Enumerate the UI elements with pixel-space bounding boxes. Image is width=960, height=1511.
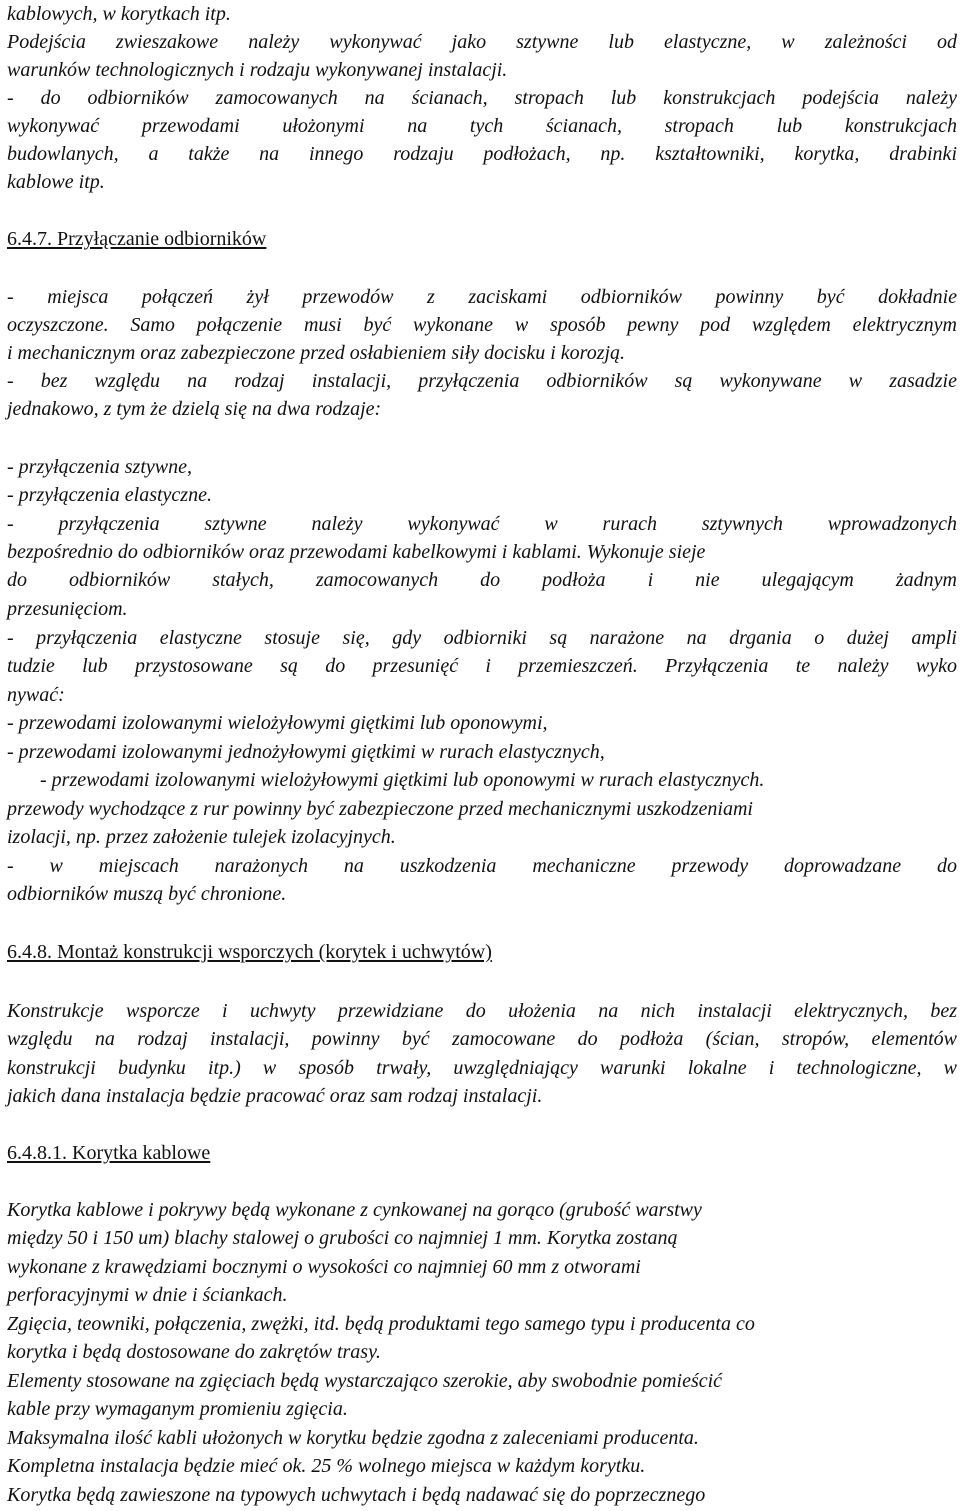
- text-line: jakich dana instalacja będzie pracować oraz sam rodzaj instalacji.: [7, 1085, 543, 1107]
- text-line: - przyłączenia sztywne,: [7, 456, 192, 478]
- text-line: - przewodami izolowanymi jednożyłowymi giętkimi w rurach elastycznych,: [7, 741, 605, 763]
- text-line: budowlanych, a także na innego rodzaju podłożach, np. kształtowniki, korytka, drabinki: [7, 143, 957, 165]
- text-line: - bez względu na rodzaj instalacji, przyłączenia odbiorników są wykonywane w zasadzie: [7, 370, 957, 392]
- text-line: jednakowo, z tym że dzielą się na dwa rodzaje:: [7, 398, 382, 420]
- text-line: Elementy stosowane na zgięciach będą wystarczająco szerokie, aby swobodnie pomieścić: [7, 1370, 723, 1392]
- text-line: nywać:: [7, 684, 65, 706]
- text-line: między 50 i 150 um) blachy stalowej o grubości co najmniej 1 mm. Korytka zostaną: [7, 1227, 678, 1249]
- text-line: do odbiorników stałych, zamocowanych do podłoża i nie ulegającym żadnym: [7, 569, 957, 591]
- text-line: kable przy wymaganym promieniu zgięcia.: [7, 1398, 348, 1420]
- text-line: Konstrukcje wsporcze i uchwyty przewidziane do ułożenia na nich instalacji elektrycznych, bez: [7, 1000, 957, 1022]
- text-line: przewody wychodzące z rur powinny być zabezpieczone przed mechanicznymi uszkodzeniami: [7, 798, 753, 820]
- text-line: izolacji, np. przez założenie tulejek izolacyjnych.: [7, 826, 396, 848]
- text-line: perforacyjnymi w dnie i ściankach.: [7, 1284, 288, 1306]
- text-line: kablowych, w korytkach itp.: [7, 3, 231, 25]
- text-line: Kompletna instalacja będzie mieć ok. 25 % wolnego miejsca w każdym korytku.: [7, 1455, 646, 1477]
- text-line: kablowe itp.: [7, 171, 105, 193]
- text-line: Zgięcia, teowniki, połączenia, zwężki, itd. będą produktami tego samego typu i producenta co: [7, 1313, 755, 1335]
- text-line: - przyłączenia elastyczne.: [7, 484, 212, 506]
- text-line: - do odbiorników zamocowanych na ścianach, stropach lub konstrukcjach podejścia należy: [7, 87, 957, 109]
- text-line: względu na rodzaj instalacji, powinny być zamocowane do podłoża (ścian, stropów, elementów: [7, 1028, 957, 1050]
- text-line: Podejścia zwieszakowe należy wykonywać jako sztywne lub elastyczne, w zależności od: [7, 31, 957, 53]
- text-line: - przyłączenia elastyczne stosuje się, gdy odbiorniki są narażone na drgania o dużej ampli: [7, 627, 957, 649]
- text-line: wykonane z krawędziami bocznymi o wysokości co najmniej 60 mm z otworami: [7, 1256, 641, 1278]
- section-heading: 6.4.7. Przyłączanie odbiorników: [7, 228, 267, 250]
- text-line: wykonywać przewodami ułożonymi na tych ścianach, stropach lub konstrukcjach: [7, 115, 957, 137]
- text-line: - miejsca połączeń żył przewodów z zaciskami odbiorników powinny być dokładnie: [7, 286, 957, 308]
- text-line: odbiorników muszą być chronione.: [7, 883, 287, 905]
- text-line: konstrukcji budynku itp.) w sposób trwały, uwzględniający warunki lokalne i technologiczne, w: [7, 1057, 957, 1079]
- text-line: - w miejscach narażonych na uszkodzenia mechaniczne przewody doprowadzane do: [7, 855, 957, 877]
- text-line: - przyłączenia sztywne należy wykonywać w rurach sztywnych wprowadzonych: [7, 513, 957, 535]
- text-line: korytka i będą dostosowane do zakrętów trasy.: [7, 1341, 381, 1363]
- text-line: i mechanicznym oraz zabezpieczone przed osłabieniem siły docisku i korozją.: [7, 342, 626, 364]
- text-line: tudzie lub przystosowane są do przesunięć i przemieszczeń. Przyłączenia te należy wyko: [7, 655, 957, 677]
- text-line: oczyszczone. Samo połączenie musi być wykonane w sposób pewny pod względem elektrycznym: [7, 314, 957, 336]
- text-line: Korytka będą zawieszone na typowych uchwytach i będą nadawać się do poprzecznego: [7, 1484, 706, 1506]
- text-line: bezpośrednio do odbiorników oraz przewodami kabelkowymi i kablami. Wykonuje sieje: [7, 541, 706, 563]
- text-line: Korytka kablowe i pokrywy będą wykonane z cynkowanej na gorąco (grubość warstwy: [7, 1199, 702, 1221]
- text-line: - przewodami izolowanymi wielożyłowymi giętkimi lub oponowymi,: [7, 712, 548, 734]
- section-heading: 6.4.8.1. Korytka kablowe: [7, 1142, 211, 1164]
- text-line: przesunięciom.: [7, 598, 128, 620]
- text-line: Maksymalna ilość kabli ułożonych w korytku będzie zgodna z zaleceniami producenta.: [7, 1427, 699, 1449]
- section-heading: 6.4.8. Montaż konstrukcji wsporczych (korytek i uchwytów): [7, 941, 492, 963]
- text-line: warunków technologicznych i rodzaju wykonywanej instalacji.: [7, 59, 508, 81]
- text-line: - przewodami izolowanymi wielożyłowymi giętkimi lub oponowymi w rurach elastycznych.: [40, 769, 765, 791]
